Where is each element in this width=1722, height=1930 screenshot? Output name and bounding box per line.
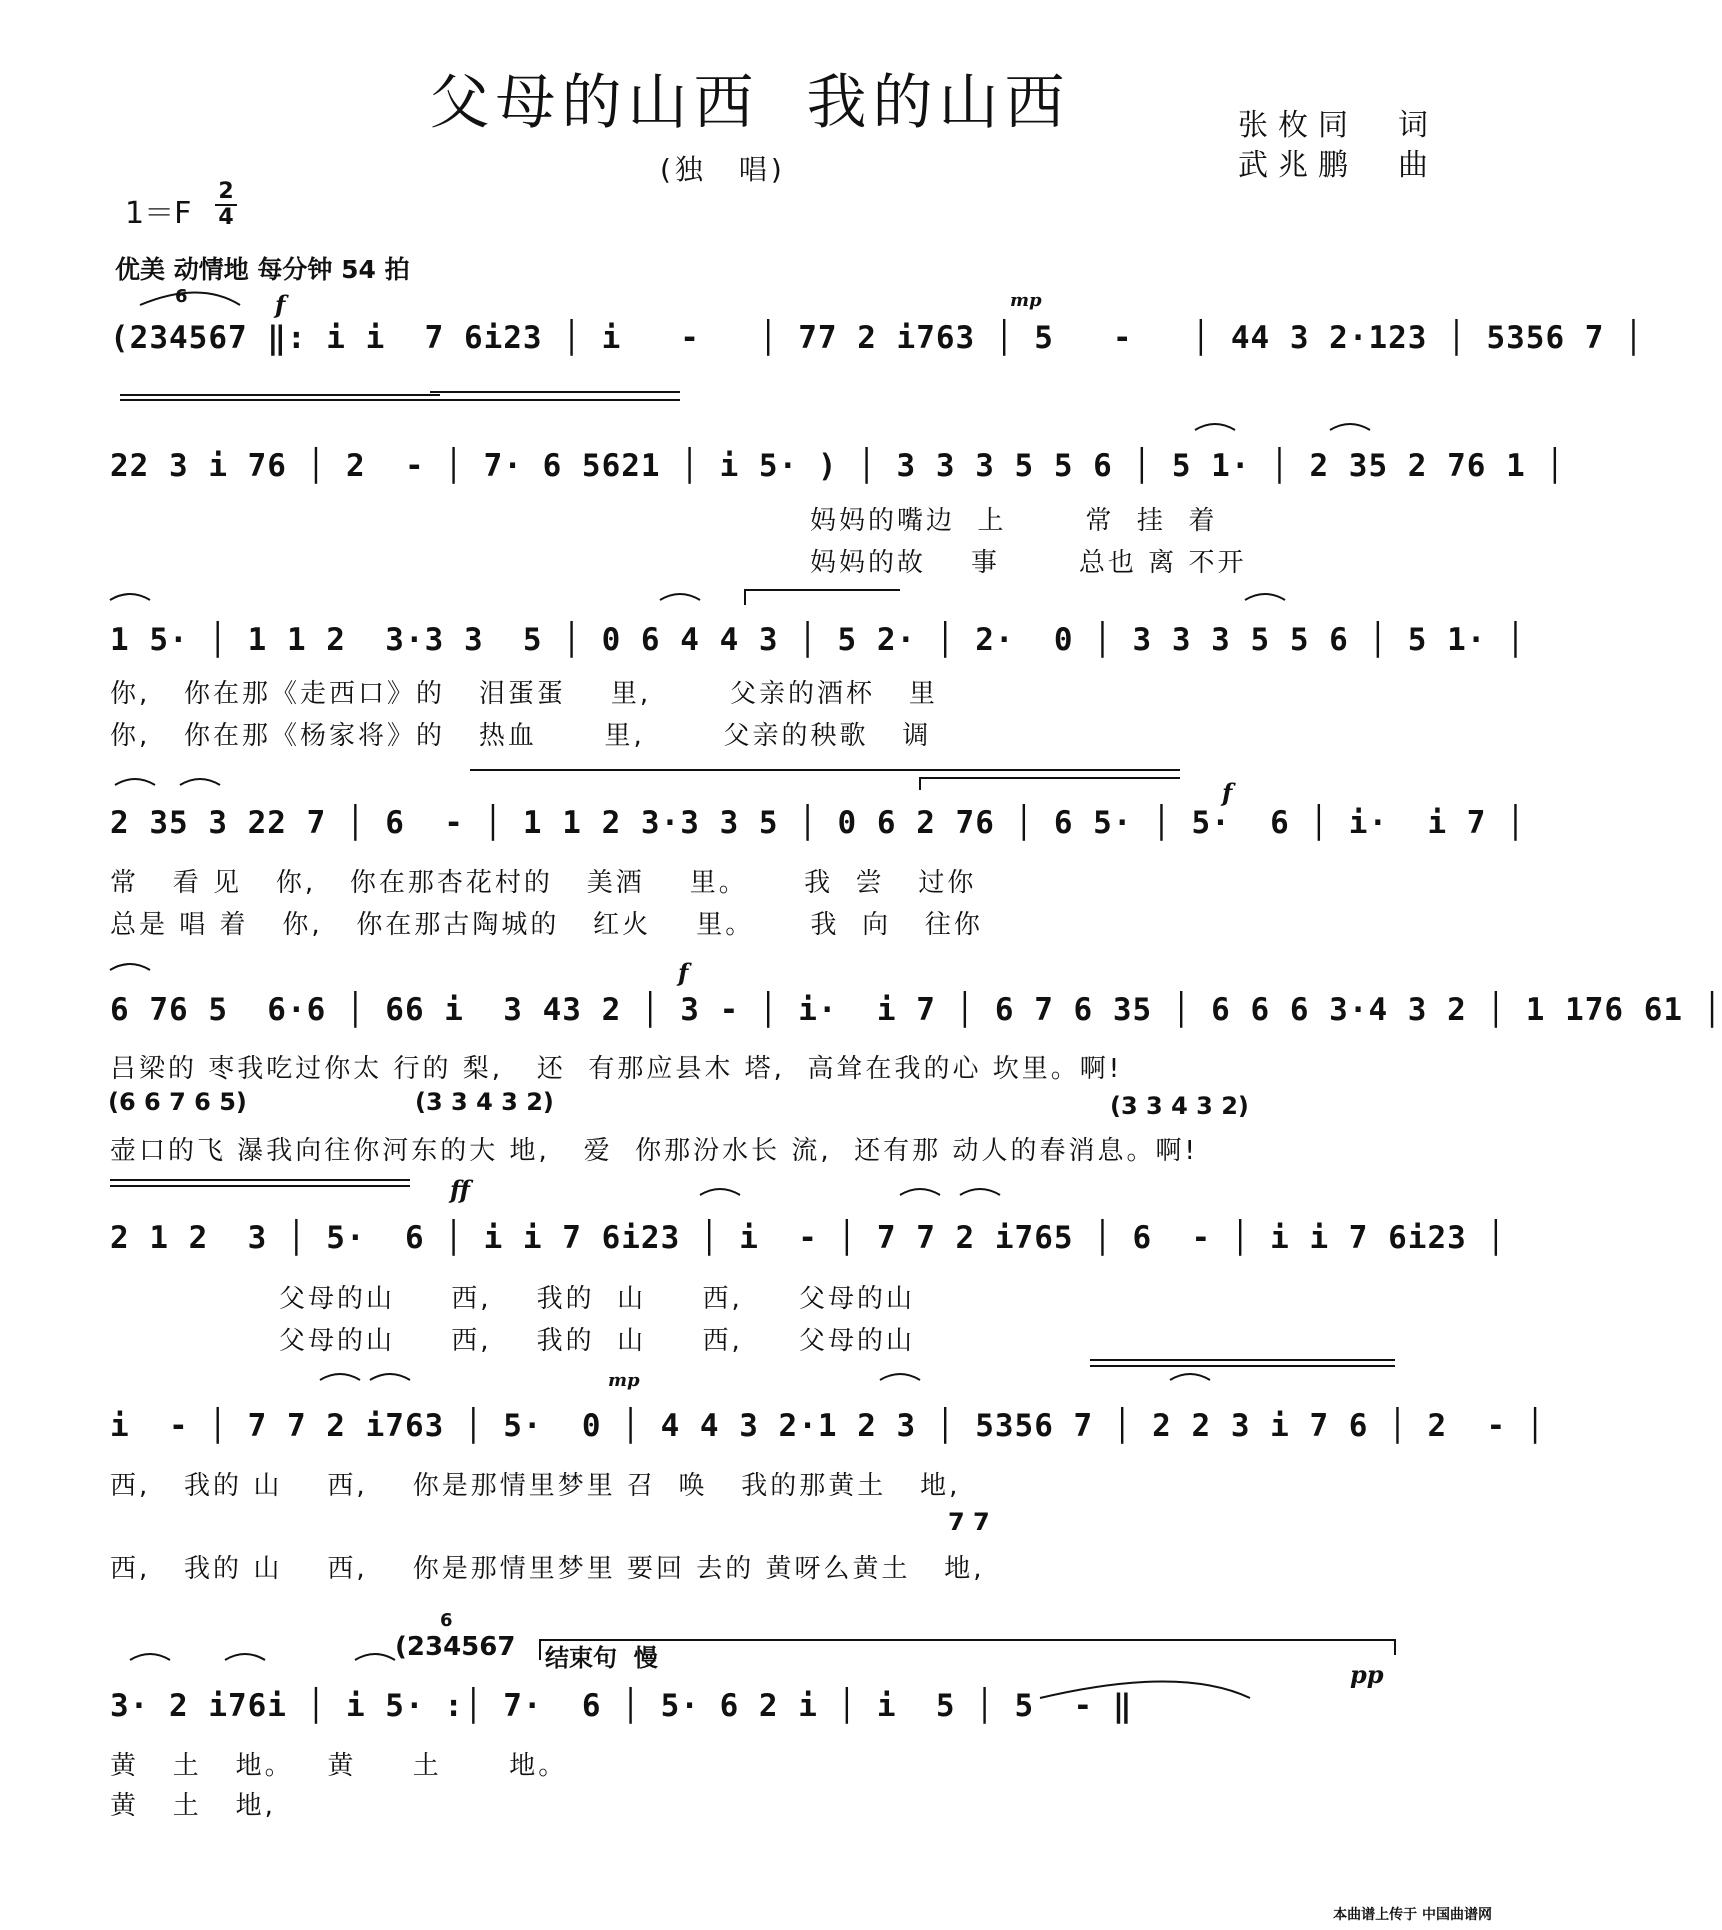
tempo-marking: 优美 动情地 每分钟 54 拍	[115, 255, 410, 284]
time-signature-bottom: 4	[218, 205, 234, 230]
lyric-line: 壶口的飞 瀑我向往你河东的大 地, 爱 你那汾水长 流, 还有那 动人的春消息。啊!	[110, 1136, 1198, 1166]
composer-credit: 武兆鹏 曲	[1238, 148, 1438, 183]
dynamic-mark: mp	[608, 1370, 640, 1391]
alternate-notes: (3 3 4 3 2)	[415, 1088, 554, 1116]
lyric-line: 黄 土 地,	[110, 1791, 276, 1821]
dynamic-mark: f	[678, 958, 689, 987]
notation-line: (234567 ‖: i i 7 6i23 │ i - │ 77 2 i763 │ 5 - │ 44 3 2·123 │ 5356 7 │	[110, 320, 1644, 356]
notation-line: 2 35 3 22 7 │ 6 - │ 1 1 2 3·3 3 5 │ 0 6 2 76 │ 6 5· │ 5· 6 │ i· i 7 │	[110, 805, 1526, 841]
lyric-line: 你, 你在那《杨家将》的 热血 里, 父亲的秧歌 调	[110, 721, 932, 751]
tuplet-number: 6	[440, 1610, 453, 1631]
pickup-notes: (234567	[395, 1632, 516, 1662]
notation-line: 6 76 5 6·6 │ 66 i 3 43 2 │ 3 - │ i· i 7 │ 6 7 6 35 │ 6 6 6 3·4 3 2 │ 1 176 61 │	[110, 992, 1722, 1028]
time-signature-top: 2	[215, 180, 237, 206]
lyric-line: 黄 土 地。 黄 土 地。	[110, 1751, 568, 1781]
dynamic-mark: ff	[450, 1175, 470, 1204]
dynamic-mark: f	[1222, 778, 1233, 807]
lyric-line: 吕梁的 枣我吃过你太 行的 梨, 还 有那应县木 塔, 高耸在我的心 坎里。啊!	[110, 1054, 1123, 1084]
lyric-line: 总是 唱 着 你, 你在那古陶城的 红火 里。 我 向 往你	[110, 910, 983, 940]
alternate-notes: (6 6 7 6 5)	[108, 1088, 247, 1116]
ending-label: 结束句 慢	[545, 1644, 658, 1672]
notation-line: 22 3 i 76 │ 2 - │ 7· 6 5621 │ i 5· ) │ 3 3 3 5 5 6 │ 5 1· │ 2 35 2 76 1 │	[110, 448, 1566, 484]
lyric-line: 妈妈的嘴边 上 常 挂 着	[810, 506, 1218, 536]
lyric-line: 常 看 见 你, 你在那杏花村的 美酒 里。 我 尝 过你	[110, 868, 977, 898]
performance-note: (独 唱)	[660, 153, 786, 186]
lyric-line: 你, 你在那《走西口》的 泪蛋蛋 里, 父亲的酒杯 里	[110, 679, 938, 709]
lyricist-credit: 张枚同 词	[1238, 108, 1438, 143]
footer-credit: 本曲谱上传于 中国曲谱网	[1333, 1907, 1492, 1923]
lyric-line: 西, 我的 山 西, 你是那情里梦里 要回 去的 黄呀么黄土 地,	[110, 1554, 985, 1584]
lyric-line: 西, 我的 山 西, 你是那情里梦里 召 唤 我的那黄土 地,	[110, 1471, 961, 1501]
notation-line: i - │ 7 7 2 i763 │ 5· 0 │ 4 4 3 2·1 2 3 │ 5356 7 │ 2 2 3 i 7 6 │ 2 - │	[110, 1408, 1546, 1444]
tuplet-number: 6	[175, 286, 188, 307]
page-title: 父母的山西 我的山西	[429, 68, 1071, 138]
alternate-notes: (3 3 4 3 2)	[1110, 1092, 1249, 1120]
notation-line: 1 5· │ 1 1 2 3·3 3 5 │ 0 6 4 4 3 │ 5 2· │ 2· 0 │ 3 3 3 5 5 6 │ 5 1· │	[110, 622, 1526, 658]
alternate-notes: 7 7	[948, 1508, 990, 1536]
notation-line: 3· 2 i76i │ i 5· :│ 7· 6 │ 5· 6 2 i │ i 5 │ 5 - ‖	[110, 1688, 1133, 1724]
key-signature: 1＝F	[125, 196, 192, 231]
lyric-line: 父母的山 西, 我的 山 西, 父母的山	[110, 1284, 916, 1314]
lyric-line: 妈妈的故 事 总也 离 不开	[810, 548, 1247, 578]
dynamic-mark: mp	[1010, 290, 1042, 311]
dynamic-mark: f	[275, 290, 286, 319]
dynamic-mark: pp	[1350, 1660, 1384, 1689]
lyric-line: 父母的山 西, 我的 山 西, 父母的山	[110, 1326, 916, 1356]
notation-line: 2 1 2 3 │ 5· 6 │ i i 7 6i23 │ i - │ 7 7 2 i765 │ 6 - │ i i 7 6i23 │	[110, 1220, 1507, 1256]
